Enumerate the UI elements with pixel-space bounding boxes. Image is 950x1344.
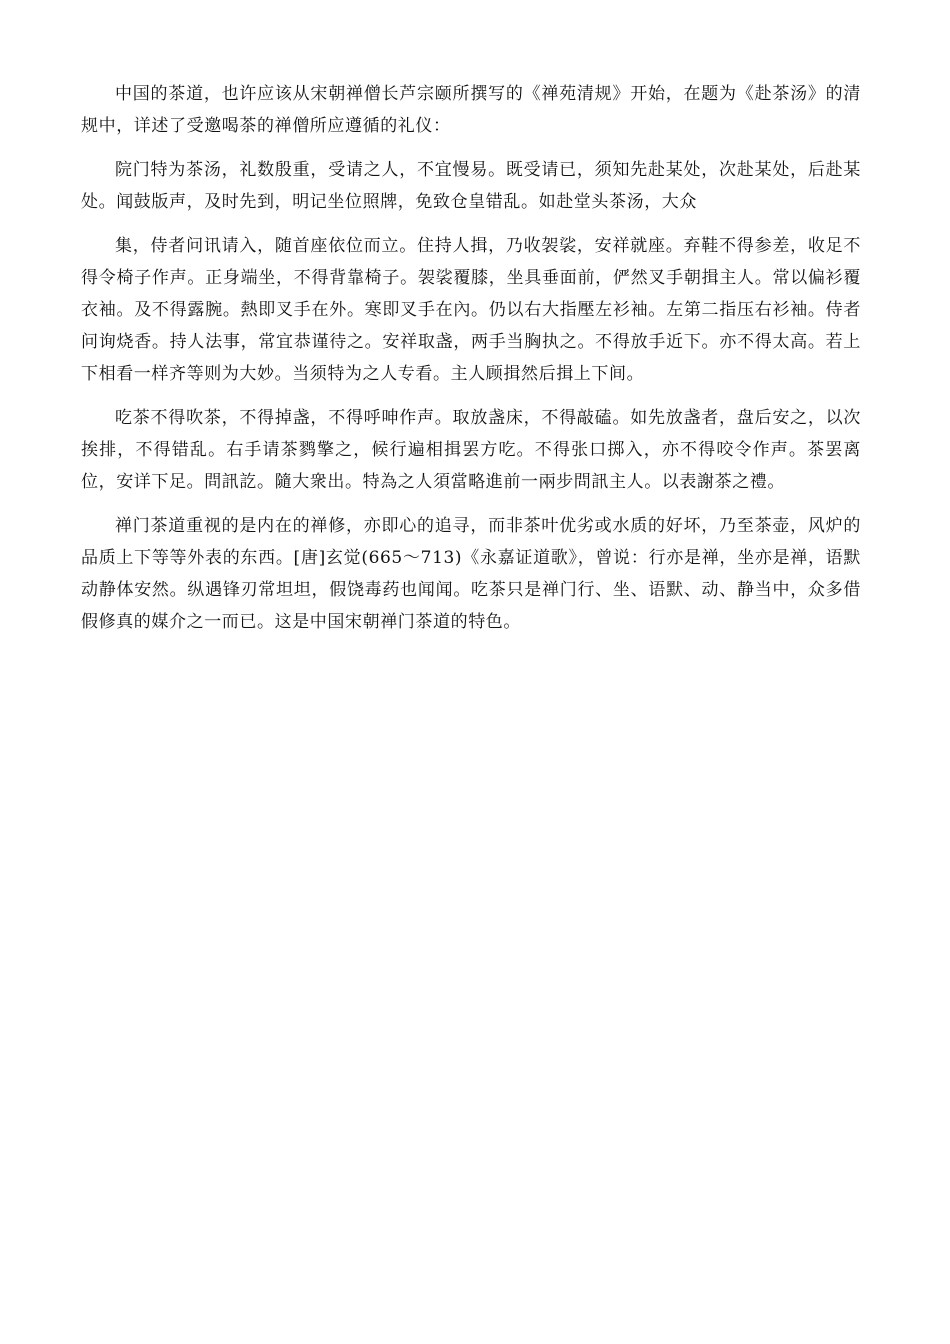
- paragraph-intro: 中国的茶道，也许应该从宋朝禅僧长芦宗颐所撰写的《禅苑清规》开始，在题为《赴茶汤》的清规中，详述了受邀喝茶的禅僧所应遵循的礼仪：: [81, 84, 861, 136]
- paragraph-quote-2: 集，侍者问讯请入，随首座依位而立。住持人揖，乃收袈裟，安祥就座。弃鞋不得参差，收足不得令椅子作声。正身端坐，不得背靠椅子。袈裟覆膝，坐具垂面前，俨然叉手朝揖主人。常以偏衫覆衣袖。及不得露腕。熱即叉手在外。寒即叉手在內。仍以右大指壓左衫袖。左第二指压右衫袖。侍者问询烧香。持人法事，常宜恭谨待之。安祥取盏，两手当胸执之。不得放手近下。亦不得太高。若上下相看一样齐等则为大妙。当须特为之人专看。主人顾揖然后揖上下间。: [81, 236, 861, 384]
- paragraph-conclusion: 禅门茶道重视的是内在的禅修，亦即心的追寻，而非茶叶优劣或水质的好坏，乃至茶壶，风炉的品质上下等等外表的东西。[唐]玄觉(665～713)《永嘉证道歌》，曾说：行亦是禅，坐亦是禅，语默动静体安然。纵遇锋刃常坦坦，假饶毒药也闻闻。吃茶只是禅门行、坐、语默、动、静当中，众多借假修真的媒介之一而已。这是中国宋朝禅门茶道的特色。: [81, 516, 861, 632]
- document-body: [81, 78, 861, 650]
- paragraph-quote-1: 院门特为茶汤，礼数殷重，受请之人，不宜慢易。既受请已，须知先赴某处，次赴某处，后赴某处。闻鼓版声，及时先到，明记坐位照牌，免致仓皇错乱。如赴堂头茶汤，大众: [81, 160, 861, 212]
- paragraph-quote-3: 吃茶不得吹茶，不得掉盏，不得呼呻作声。取放盏床，不得敲磕。如先放盏者，盘后安之，以次挨排，不得错乱。右手请茶鹨擎之，候行遍相揖罢方吃。不得张口掷入，亦不得咬令作声。茶罢离位，安详下足。問訊訖。隨大衆出。特為之人須當略進前一兩步問訊主人。以表謝茶之禮。: [81, 408, 861, 492]
